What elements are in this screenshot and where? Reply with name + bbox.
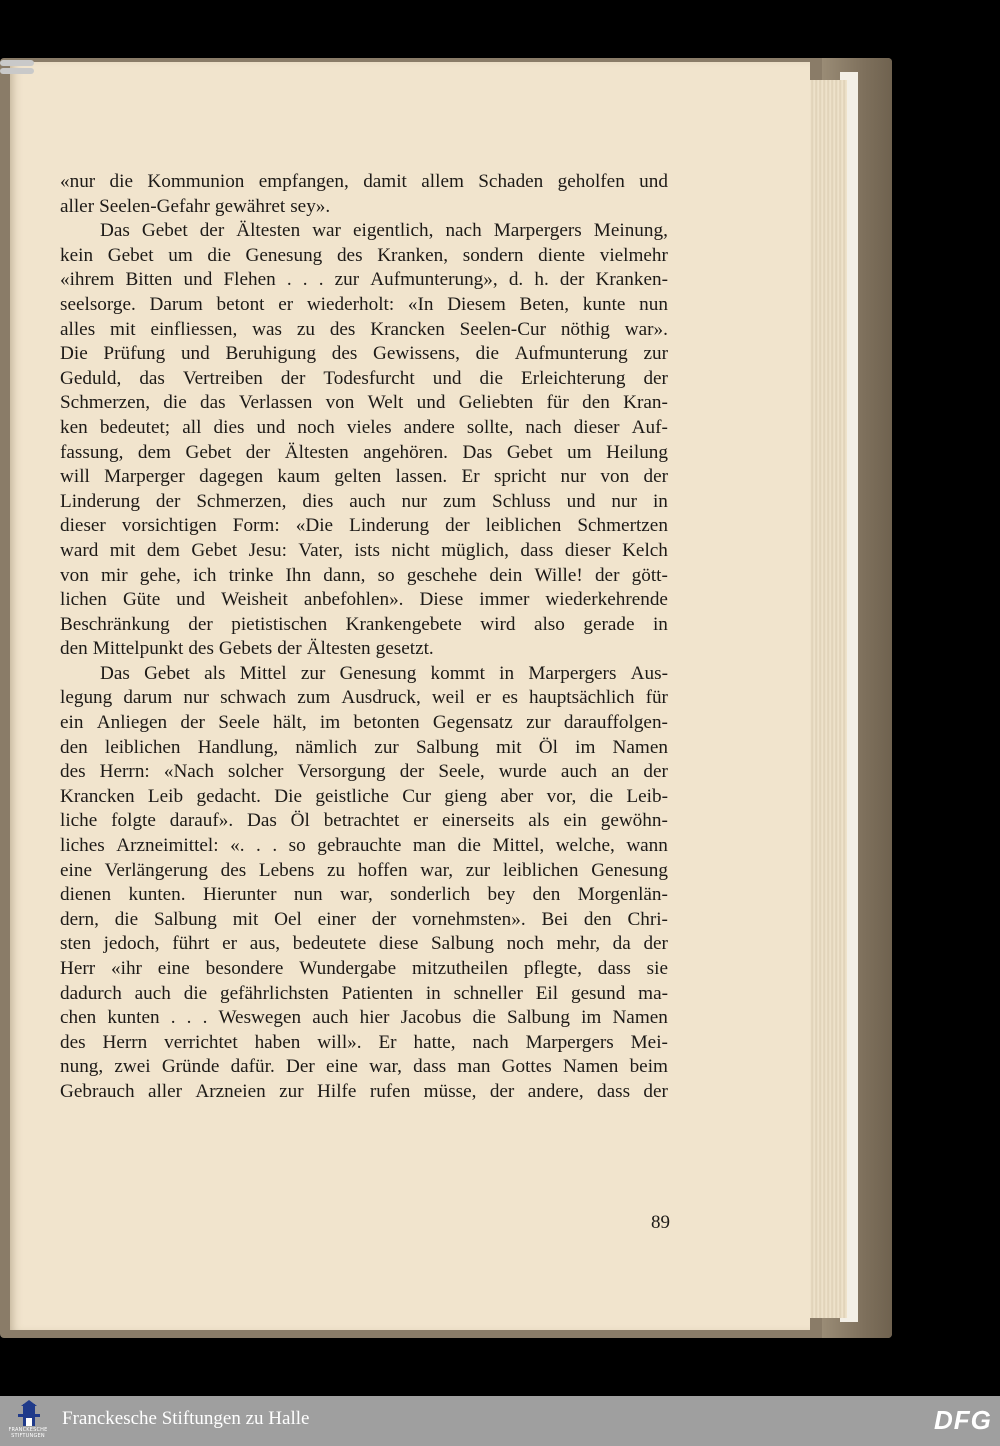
text-line: dieser vorsichtigen Form: «Die Linderung der leiblichen Schmertzen — [60, 515, 668, 537]
text-line: lichen Güte und Weisheit anbefohlen». Diese immer wiederkehrende — [60, 589, 668, 611]
text-line: Das Gebet als Mittel zur Genesung kommt in Marpergers Aus- — [100, 662, 668, 684]
text-line: ein Anliegen der Seele hält, im betonten Gegensatz zur darauffolgen- — [60, 712, 668, 734]
text-line: dadurch auch die gefährlichsten Patienten in schneller Eil gesund ma- — [60, 982, 668, 1004]
text-line: Schmerzen, die das Verlassen von Welt und Geliebten für den Kran- — [60, 392, 668, 414]
text-line: des Herrn verrichtet haben will». Er hatte, nach Marpergers Mei- — [60, 1031, 668, 1053]
text-line: Beschränkung der pietistischen Krankengebete wird also gerade in — [60, 613, 668, 635]
text-line: «nur die Kommunion empfangen, damit allem Schaden geholfen und — [60, 171, 668, 192]
text-line: Die Prüfung und Beruhigung des Gewissens, die Aufmunterung zur — [60, 343, 668, 365]
text-line: Herr «ihr eine besondere Wundergabe mitzutheilen pflegte, dass sie — [60, 958, 668, 979]
text-line: nung, zwei Gründe dafür. Der eine war, dass man Gottes Namen beim — [60, 1056, 668, 1078]
text-line: alles mit einfliessen, was zu des Krancken Seelen-Cur nöthig war». — [60, 318, 668, 340]
book-page — [10, 62, 810, 1330]
text-line: will Marperger dagegen kaum gelten lassen. Er spricht nur von der — [60, 466, 668, 488]
text-line: dienen kunten. Hierunter nun war, sonderlich bey den Morgenlän- — [60, 884, 668, 906]
text-line: von mir gehe, ich trinke Ihn dann, so geschehe dein Wille! der gött- — [60, 564, 668, 586]
text-line: dern, die Salbung mit Oel einer der vornehmsten». Bei den Chri- — [60, 908, 668, 930]
text-line: «ihrem Bitten und Flehen . . . zur Aufmunterung», d. h. der Kranken- — [60, 269, 668, 291]
logo-caption-line: STIFTUNGEN — [11, 1433, 45, 1439]
text-line: Linderung der Schmerzen, dies auch nur zum Schluss und nur in — [60, 490, 668, 512]
binding-ring — [0, 60, 34, 66]
text-line: den Mittelpunkt des Gebets der Ältesten gesetzt. — [60, 638, 434, 660]
text-line: kein Gebet um die Genesung des Kranken, sondern diente vielmehr — [60, 244, 668, 266]
text-line: ward mit dem Gebet Jesu: Vater, ists nicht müglich, dass dieser Kelch — [60, 539, 668, 561]
text-line: sten jedoch, führt er aus, bedeutete diese Salbung noch mehr, da der — [60, 933, 668, 955]
text-line: ken bedeutet; all dies und noch vieles andere sollte, nach dieser Auf- — [60, 416, 668, 438]
binding-ring — [0, 68, 34, 74]
text-line: aller Seelen-Gefahr gewähret sey». — [60, 195, 331, 217]
page-stack-edge — [805, 80, 847, 1318]
text-line: Gebrauch aller Arzneien zur Hilfe rufen müsse, der andere, dass der — [60, 1080, 668, 1102]
text-line: des Herrn: «Nach solcher Versorgung der Seele, wurde auch an der — [60, 761, 668, 783]
logo-caption — [2, 1427, 54, 1439]
institution-name[interactable]: Franckesche Stiftungen zu Halle — [62, 1408, 310, 1429]
page-text — [60, 170, 668, 1105]
footer-bar — [0, 1396, 1000, 1446]
text-line: chen kunten . . . Weswegen auch hier Jacobus die Salbung im Namen — [60, 1007, 668, 1029]
text-line: den leiblichen Handlung, nämlich zur Salbung mit Öl im Namen — [60, 736, 668, 758]
logo-caption-line: FRANCKESCHE — [8, 1427, 48, 1433]
dfg-logo[interactable]: DFG — [934, 1405, 992, 1435]
text-line: legung darum nur schwach zum Ausdruck, weil er es hauptsächlich für — [60, 687, 668, 709]
text-line: eine Verlängerung des Lebens zu hoffen war, zur leiblichen Genesung — [60, 859, 668, 881]
text-line: Geduld, das Vertreiben der Todesfurcht und die Erleichterung der — [60, 367, 668, 389]
page-number: 89 — [651, 1212, 670, 1233]
text-line: fassung, dem Gebet der Ältesten angehören. Das Gebet um Heilung — [60, 441, 668, 463]
text-line: seelsorge. Darum betont er wiederholt: «In Diesem Beten, kunte nun — [60, 293, 668, 315]
text-line: liches Arzneimittel: «. . . so gebrauchte man die Mittel, welche, wann — [60, 835, 668, 857]
text-line: Das Gebet der Ältesten war eigentlich, nach Marpergers Meinung, — [100, 220, 668, 242]
text-line: liche folgte darauf». Das Öl betrachtet er einerseits als ein gewöhn- — [60, 810, 668, 832]
text-line: Krancken Leib gedacht. Die geistliche Cur gieng aber vor, die Leib- — [60, 785, 668, 807]
